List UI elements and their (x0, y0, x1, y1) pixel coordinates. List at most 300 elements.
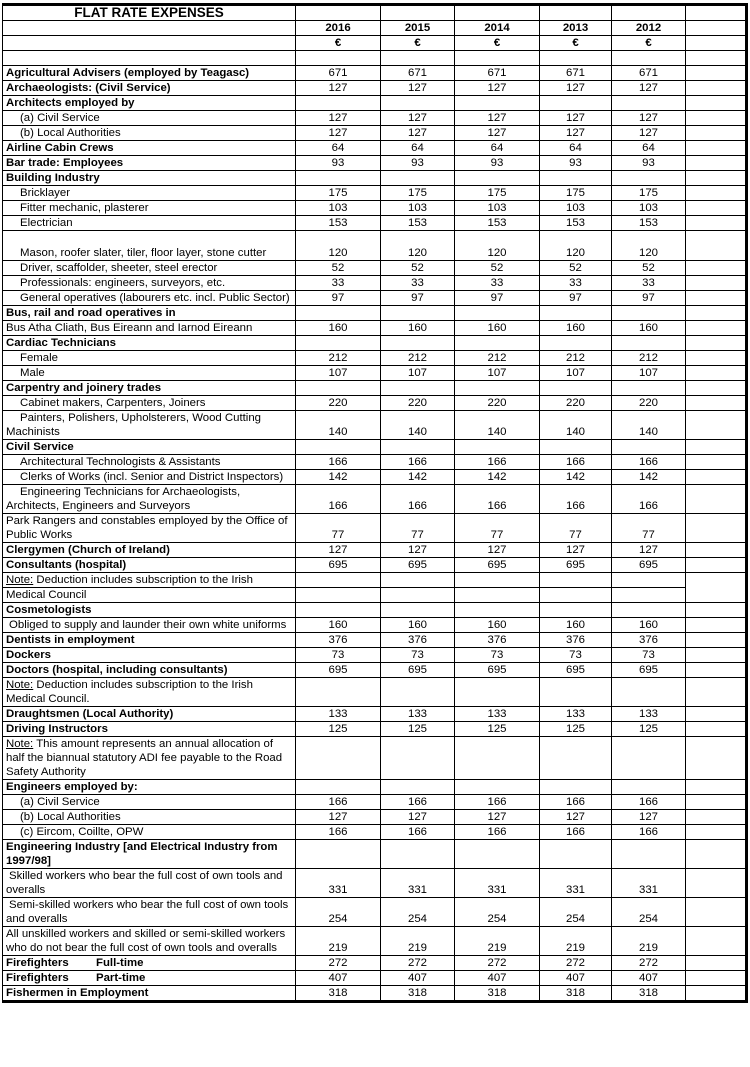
value-cell-2015: 93 (381, 156, 455, 171)
empty-cell (686, 276, 747, 291)
empty-cell (612, 440, 686, 455)
row-label-text: Semi-skilled workers who bear the full cost of own tools and overalls (6, 899, 289, 925)
row-label-text: Fitter mechanic, plasterer (20, 202, 149, 214)
empty-cell (686, 573, 747, 588)
row-label (3, 633, 296, 648)
value-cell-2013: 175 (540, 186, 612, 201)
value-cell-2012: 254 (612, 898, 686, 927)
value-cell-2012: 140 (612, 411, 686, 440)
note-text: Deduction includes subscription to the Irish Medical Council. (6, 679, 253, 705)
value-cell-2012: 33 (612, 276, 686, 291)
row-label (3, 321, 296, 336)
row-label (3, 396, 296, 411)
empty-cell (686, 81, 747, 96)
empty-cell (540, 96, 612, 111)
value-cell-2014: 52 (455, 261, 540, 276)
empty-cell (455, 840, 540, 869)
year-header-row (3, 21, 747, 36)
empty-cell (686, 455, 747, 470)
row-label-text: Building Industry (6, 172, 100, 184)
value-cell-2015: 133 (381, 707, 455, 722)
table-title: FLAT RATE EXPENSES (3, 5, 296, 21)
value-cell-2012: 52 (612, 261, 686, 276)
value-cell-2016: 97 (296, 291, 381, 306)
row-label-text: Painters, Polishers, Upholsterers, Wood Cutting Machinists (6, 412, 261, 438)
empty-cell (540, 171, 612, 186)
note-text: Deduction includes subscription to the Irish (33, 574, 253, 586)
empty-cell (381, 573, 455, 588)
value-cell-2015: 153 (381, 216, 455, 231)
row-label (3, 825, 296, 840)
empty-cell (381, 678, 455, 707)
empty-cell (455, 96, 540, 111)
empty-cell (540, 51, 612, 66)
value-cell-2013: 254 (540, 898, 612, 927)
row-label (3, 96, 296, 111)
empty-cell (686, 66, 747, 81)
value-cell-2016: 407 (296, 971, 381, 986)
value-cell-2012: 125 (612, 722, 686, 737)
empty-cell (686, 633, 747, 648)
value-cell-2014: 160 (455, 321, 540, 336)
empty-cell (3, 21, 296, 36)
table-row (3, 927, 747, 956)
row-label-text: Architects employed by (6, 97, 135, 109)
empty-cell (686, 795, 747, 810)
value-cell-2016: 127 (296, 81, 381, 96)
value-cell-2016: 220 (296, 396, 381, 411)
value-cell-2016: 153 (296, 216, 381, 231)
empty-cell (686, 96, 747, 111)
value-cell-2016: 77 (296, 514, 381, 543)
empty-cell (381, 737, 455, 780)
flat-rate-expenses-table (2, 3, 748, 1003)
row-label (3, 956, 296, 971)
value-cell-2014: 127 (455, 543, 540, 558)
table-row (3, 618, 747, 633)
value-cell-2012: 97 (612, 291, 686, 306)
table-row (3, 633, 747, 648)
value-cell-2013: 376 (540, 633, 612, 648)
value-cell-2013: 127 (540, 111, 612, 126)
empty-cell (612, 678, 686, 707)
value-cell-2016: 318 (296, 986, 381, 1002)
value-cell-2015: 220 (381, 396, 455, 411)
row-label (3, 336, 296, 351)
empty-cell (296, 5, 381, 21)
empty-cell (686, 514, 747, 543)
table-row (3, 898, 747, 927)
empty-cell (686, 186, 747, 201)
empty-cell (686, 36, 747, 51)
table-row (3, 336, 747, 351)
year-header: 2013 (540, 21, 612, 36)
row-label (3, 795, 296, 810)
empty-cell (540, 603, 612, 618)
value-cell-2016: 166 (296, 795, 381, 810)
row-label (3, 678, 296, 707)
empty-cell (612, 588, 686, 603)
row-label (3, 156, 296, 171)
value-cell-2013: 407 (540, 971, 612, 986)
table-row (3, 291, 747, 306)
value-cell-2013: 125 (540, 722, 612, 737)
value-cell-2013: 166 (540, 485, 612, 514)
empty-cell (296, 171, 381, 186)
row-label-text: Fishermen in Employment (6, 987, 149, 999)
value-cell-2015: 103 (381, 201, 455, 216)
note-text: This amount represents an annual allocation of half the biannual statutory ADI fee payable to the Road Safety Authority (6, 738, 283, 778)
value-cell-2013: 272 (540, 956, 612, 971)
empty-cell (612, 737, 686, 780)
empty-cell (455, 336, 540, 351)
row-label (3, 276, 296, 291)
note-label: Note: (6, 679, 34, 691)
value-cell-2015: 97 (381, 291, 455, 306)
value-cell-2014: 407 (455, 971, 540, 986)
empty-cell (686, 840, 747, 869)
table-row (3, 411, 747, 440)
table-row (3, 573, 747, 588)
table-row (3, 186, 747, 201)
value-cell-2016: 695 (296, 663, 381, 678)
table-row (3, 558, 747, 573)
empty-cell (540, 780, 612, 795)
value-cell-2012: 695 (612, 558, 686, 573)
empty-cell (381, 96, 455, 111)
row-label-text: Skilled workers who bear the full cost of own tools and overalls (6, 870, 283, 896)
table-row (3, 261, 747, 276)
value-cell-2013: 97 (540, 291, 612, 306)
empty-cell (612, 840, 686, 869)
label-primary: Firefighters (6, 957, 69, 969)
empty-cell (686, 603, 747, 618)
empty-cell (612, 573, 686, 588)
value-cell-2013: 166 (540, 455, 612, 470)
table-row (3, 81, 747, 96)
empty-cell (296, 51, 381, 66)
currency-row (3, 36, 747, 51)
value-cell-2015: 107 (381, 366, 455, 381)
row-label-text: Dentists in employment (6, 634, 135, 646)
value-cell-2015: 695 (381, 663, 455, 678)
empty-cell (381, 780, 455, 795)
note-label: Note: (6, 738, 34, 750)
year-header: 2016 (296, 21, 381, 36)
empty-cell (686, 558, 747, 573)
table-row (3, 485, 747, 514)
value-cell-2013: 695 (540, 663, 612, 678)
table-row (3, 201, 747, 216)
empty-cell (455, 5, 540, 21)
row-label-text: Carpentry and joinery trades (6, 382, 162, 394)
empty-cell (686, 971, 747, 986)
row-label-text: Driver, scaffolder, sheeter, steel erector (20, 262, 218, 274)
value-cell-2016: 671 (296, 66, 381, 81)
table-row (3, 648, 747, 663)
value-cell-2016: 376 (296, 633, 381, 648)
value-cell-2013: 166 (540, 795, 612, 810)
empty-cell (455, 588, 540, 603)
empty-cell (686, 956, 747, 971)
empty-cell (686, 336, 747, 351)
value-cell-2012: 166 (612, 795, 686, 810)
value-cell-2014: 166 (455, 485, 540, 514)
empty-cell (686, 111, 747, 126)
row-label (3, 558, 296, 573)
table-row (3, 707, 747, 722)
value-cell-2013: 153 (540, 216, 612, 231)
empty-cell (612, 780, 686, 795)
row-label-text: All unskilled workers and skilled or semi-skilled workers who do not bear the full cost of own tools and overalls (6, 928, 286, 954)
value-cell-2012: 166 (612, 485, 686, 514)
value-cell-2013: 166 (540, 825, 612, 840)
row-label (3, 543, 296, 558)
value-cell-2012: 127 (612, 126, 686, 141)
value-cell-2015: 127 (381, 81, 455, 96)
empty-cell (381, 381, 455, 396)
value-cell-2012: 272 (612, 956, 686, 971)
row-label (3, 707, 296, 722)
value-cell-2016: 127 (296, 543, 381, 558)
empty-cell (686, 780, 747, 795)
value-cell-2014: 103 (455, 201, 540, 216)
value-cell-2012: 93 (612, 156, 686, 171)
empty-cell (455, 51, 540, 66)
row-label-text: Engineering Technicians for Archaeologists, Architects, Engineers and Surveyors (6, 486, 241, 512)
label-secondary: Full-time (96, 957, 144, 969)
empty-cell (540, 573, 612, 588)
value-cell-2012: 127 (612, 111, 686, 126)
empty-cell (686, 986, 747, 1002)
value-cell-2016: 254 (296, 898, 381, 927)
row-label-text: Consultants (hospital) (6, 559, 127, 571)
table-row (3, 588, 747, 603)
empty-cell (612, 96, 686, 111)
empty-cell (296, 306, 381, 321)
value-cell-2014: 331 (455, 869, 540, 898)
empty-cell (686, 141, 747, 156)
row-label-text: Cardiac Technicians (6, 337, 116, 349)
row-label-text: Cabinet makers, Carpenters, Joiners (20, 397, 206, 409)
empty-cell (455, 306, 540, 321)
table-row (3, 156, 747, 171)
row-label (3, 722, 296, 737)
table-row (3, 543, 747, 558)
table-row (3, 678, 747, 707)
empty-cell (455, 678, 540, 707)
row-label-text: General operatives (labourers etc. incl. Public Sector) (20, 292, 290, 304)
value-cell-2014: 272 (455, 956, 540, 971)
value-cell-2012: 127 (612, 81, 686, 96)
empty-cell (296, 780, 381, 795)
row-label-text: Architectural Technologists & Assistants (20, 456, 221, 468)
value-cell-2013: 127 (540, 543, 612, 558)
value-cell-2016: 64 (296, 141, 381, 156)
empty-cell (540, 588, 612, 603)
value-cell-2013: 64 (540, 141, 612, 156)
table-row (3, 440, 747, 455)
empty-cell (296, 678, 381, 707)
value-cell-2015: 33 (381, 276, 455, 291)
value-cell-2013: 133 (540, 707, 612, 722)
value-cell-2014: 127 (455, 81, 540, 96)
row-label (3, 603, 296, 618)
value-cell-2014: 127 (455, 126, 540, 141)
value-cell-2012: 166 (612, 825, 686, 840)
row-label-text: Bus, rail and road operatives in (6, 307, 176, 319)
table-row (3, 722, 747, 737)
empty-cell (455, 573, 540, 588)
empty-cell (612, 171, 686, 186)
value-cell-2015: 140 (381, 411, 455, 440)
value-cell-2014: 166 (455, 825, 540, 840)
row-label-text: Bar trade: Employees (6, 157, 124, 169)
empty-cell (296, 440, 381, 455)
value-cell-2015: 212 (381, 351, 455, 366)
value-cell-2016: 166 (296, 485, 381, 514)
row-label-text: (b) Local Authorities (20, 811, 121, 823)
value-cell-2015: 160 (381, 618, 455, 633)
value-cell-2014: 107 (455, 366, 540, 381)
row-label-text: Engineering Industry [and Electrical Industry from 1997/98] (6, 841, 278, 867)
value-cell-2012: 73 (612, 648, 686, 663)
row-label (3, 648, 296, 663)
value-cell-2012: 160 (612, 321, 686, 336)
value-cell-2015: 219 (381, 927, 455, 956)
empty-cell (686, 663, 747, 678)
row-label-text: (b) Local Authorities (20, 127, 121, 139)
value-cell-2016: 127 (296, 810, 381, 825)
value-cell-2015: 120 (381, 231, 455, 261)
empty-cell (686, 396, 747, 411)
value-cell-2015: 671 (381, 66, 455, 81)
value-cell-2012: 127 (612, 543, 686, 558)
value-cell-2013: 33 (540, 276, 612, 291)
row-label (3, 869, 296, 898)
value-cell-2012: 64 (612, 141, 686, 156)
empty-cell (686, 722, 747, 737)
value-cell-2014: 219 (455, 927, 540, 956)
row-label (3, 351, 296, 366)
value-cell-2014: 77 (455, 514, 540, 543)
row-label-text: Cosmetologists (6, 604, 92, 616)
value-cell-2015: 127 (381, 111, 455, 126)
currency-symbol: € (455, 36, 540, 51)
value-cell-2015: 142 (381, 470, 455, 485)
value-cell-2016: 127 (296, 111, 381, 126)
empty-cell (381, 603, 455, 618)
row-label-text: Dockers (6, 649, 51, 661)
value-cell-2013: 103 (540, 201, 612, 216)
empty-cell (540, 381, 612, 396)
empty-cell (686, 231, 747, 261)
empty-cell (686, 216, 747, 231)
empty-cell (296, 588, 381, 603)
empty-cell (686, 291, 747, 306)
empty-cell (686, 440, 747, 455)
empty-cell (455, 440, 540, 455)
value-cell-2016: 142 (296, 470, 381, 485)
value-cell-2015: 175 (381, 186, 455, 201)
empty-cell (381, 5, 455, 21)
table-row (3, 971, 747, 986)
empty-cell (686, 869, 747, 898)
value-cell-2012: 212 (612, 351, 686, 366)
table-row (3, 381, 747, 396)
row-label (3, 231, 296, 261)
value-cell-2014: 220 (455, 396, 540, 411)
empty-cell (455, 381, 540, 396)
value-cell-2012: 107 (612, 366, 686, 381)
value-cell-2015: 77 (381, 514, 455, 543)
row-label-text: Draughtsmen (Local Authority) (6, 708, 174, 720)
value-cell-2013: 127 (540, 126, 612, 141)
table-row (3, 126, 747, 141)
empty-cell (686, 5, 747, 21)
value-cell-2015: 127 (381, 543, 455, 558)
table-row (3, 351, 747, 366)
table-row (3, 276, 747, 291)
value-cell-2014: 140 (455, 411, 540, 440)
value-cell-2012: 103 (612, 201, 686, 216)
value-cell-2016: 120 (296, 231, 381, 261)
value-cell-2013: 160 (540, 618, 612, 633)
value-cell-2013: 220 (540, 396, 612, 411)
row-label-text: Mason, roofer slater, tiler, floor layer, stone cutter (20, 247, 267, 259)
row-label (3, 186, 296, 201)
value-cell-2015: 64 (381, 141, 455, 156)
value-cell-2013: 120 (540, 231, 612, 261)
table-row (3, 141, 747, 156)
value-cell-2012: 219 (612, 927, 686, 956)
table-row (3, 603, 747, 618)
table-row (3, 737, 747, 780)
value-cell-2014: 175 (455, 186, 540, 201)
row-label (3, 261, 296, 276)
table-row (3, 470, 747, 485)
value-cell-2013: 73 (540, 648, 612, 663)
table-row (3, 111, 747, 126)
value-cell-2015: 166 (381, 795, 455, 810)
empty-cell (686, 927, 747, 956)
value-cell-2012: 153 (612, 216, 686, 231)
row-label (3, 126, 296, 141)
empty-cell (540, 5, 612, 21)
value-cell-2014: 695 (455, 663, 540, 678)
value-cell-2014: 153 (455, 216, 540, 231)
table-row (3, 825, 747, 840)
value-cell-2014: 212 (455, 351, 540, 366)
value-cell-2013: 93 (540, 156, 612, 171)
empty-cell (612, 381, 686, 396)
value-cell-2015: 254 (381, 898, 455, 927)
row-label (3, 810, 296, 825)
empty-cell (381, 306, 455, 321)
table-row (3, 795, 747, 810)
value-cell-2013: 127 (540, 810, 612, 825)
empty-cell (686, 485, 747, 514)
row-label (3, 381, 296, 396)
row-label (3, 66, 296, 81)
currency-symbol: € (381, 36, 455, 51)
value-cell-2015: 73 (381, 648, 455, 663)
row-label (3, 514, 296, 543)
value-cell-2014: 93 (455, 156, 540, 171)
row-label (3, 111, 296, 126)
row-label (3, 840, 296, 869)
value-cell-2014: 120 (455, 231, 540, 261)
